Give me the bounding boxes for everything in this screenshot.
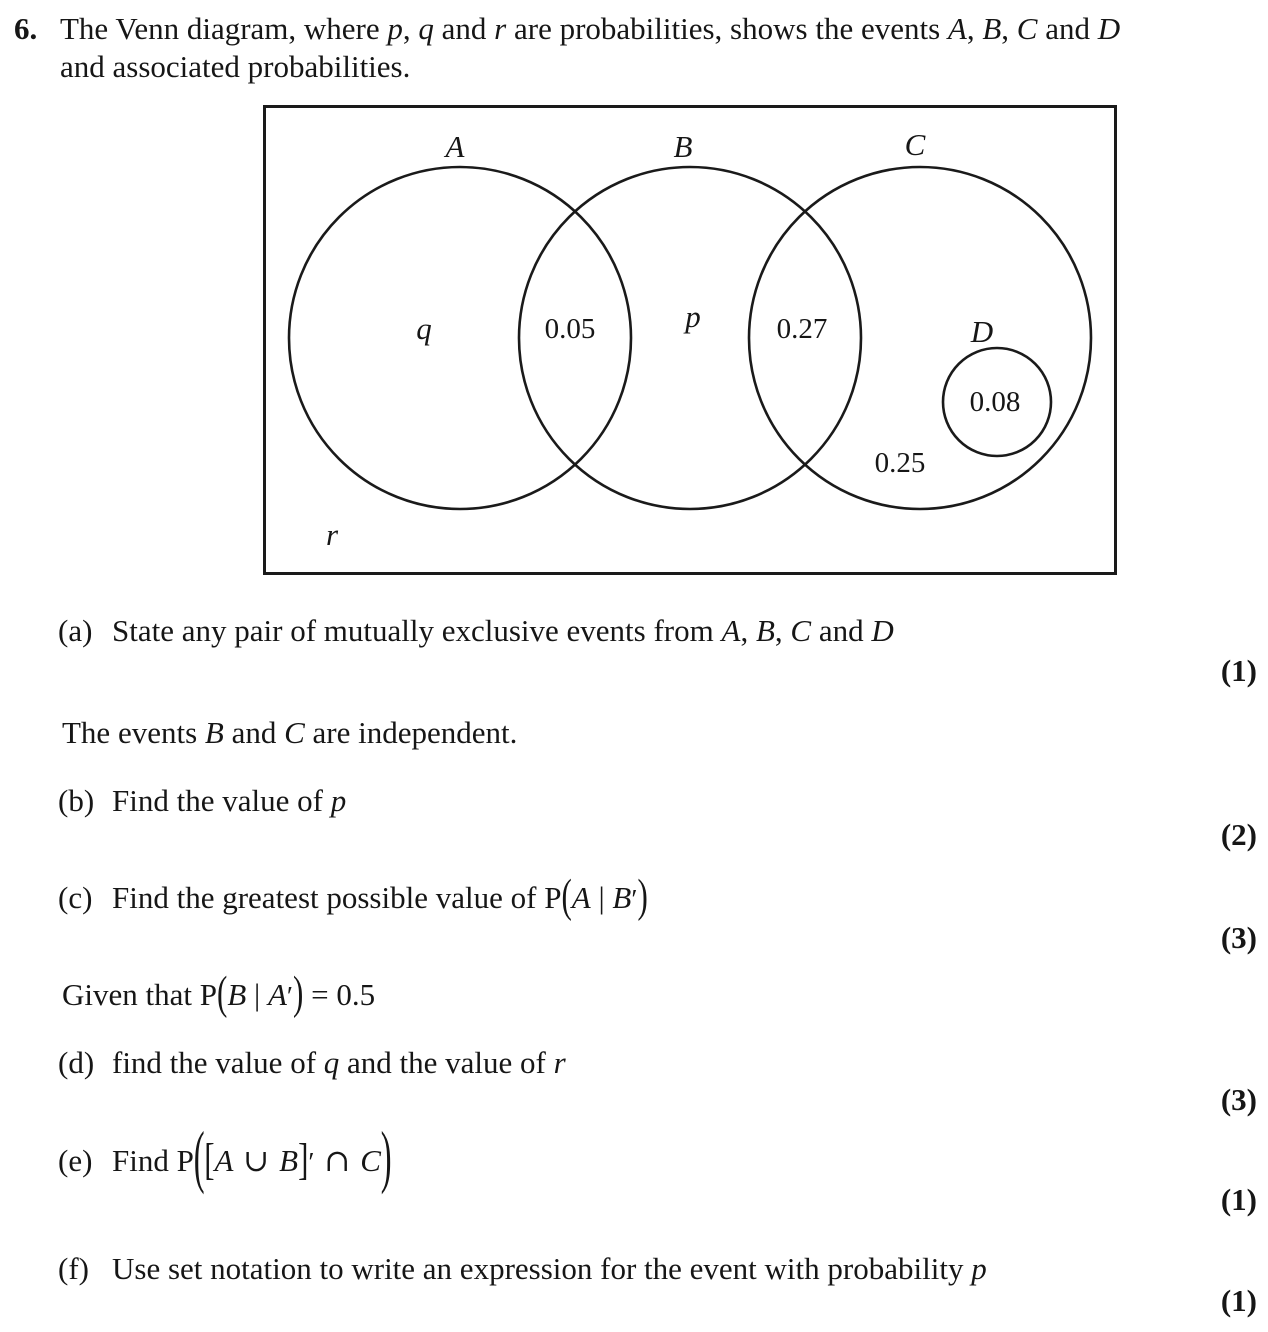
region-c-only: 0.25 (874, 447, 926, 479)
statement-text: and (223, 715, 285, 750)
equals-value: = 0.5 (303, 977, 376, 1012)
probability-symbol: P (199, 977, 217, 1012)
part-a-text: and (811, 613, 872, 648)
part-b (58, 782, 346, 820)
var-r: r (494, 11, 507, 46)
part-d (58, 1044, 566, 1082)
var-q: q (323, 1045, 340, 1080)
var-r: r (553, 1045, 566, 1080)
probability-symbol: P (544, 880, 562, 915)
part-e (58, 1116, 392, 1196)
part-c-label: (c) (58, 880, 93, 915)
open-bracket: [ (204, 1133, 215, 1184)
union-symbol: ∪ (233, 1143, 280, 1179)
event-a: A (571, 880, 591, 915)
event-b: B (755, 613, 775, 648)
label-event-b: B (673, 129, 693, 164)
label-event-d: D (970, 314, 994, 349)
intro-text: and (433, 11, 495, 46)
part-a (58, 612, 894, 650)
var-p: p (387, 11, 403, 46)
event-a: A (947, 11, 967, 46)
question-intro-line1 (60, 10, 1120, 48)
region-d-inside: 0.08 (969, 386, 1021, 418)
var-p: p (330, 783, 347, 818)
part-a-text: , (740, 613, 756, 648)
part-d-text: find the value of (112, 1045, 324, 1080)
region-b-only: p (685, 299, 701, 334)
question-intro (60, 10, 1120, 86)
part-a-text: State any pair of mutually exclusive events from (112, 613, 722, 648)
venn-diagram (263, 105, 1117, 575)
prime-symbol: ′ (308, 1147, 315, 1178)
statement-text: Given that (62, 977, 200, 1012)
event-c: C (1016, 11, 1038, 46)
part-f-label: (f) (58, 1251, 89, 1286)
region-outside: r (325, 517, 339, 552)
open-paren: ( (217, 966, 228, 1019)
intro-text: , (966, 11, 983, 46)
intro-text: The Venn diagram, where (60, 11, 388, 46)
statement-text: are independent. (304, 715, 518, 750)
event-c: C (360, 1143, 381, 1178)
part-b-label: (b) (58, 783, 95, 818)
mark-part-c: (3) (1220, 920, 1257, 955)
mark-part-b: (2) (1220, 817, 1257, 852)
var-q: q (418, 11, 434, 46)
part-a-text: , (774, 613, 791, 648)
statement-independent (62, 714, 517, 752)
event-a: A (267, 977, 287, 1012)
event-b: B (204, 715, 224, 750)
event-b: B (612, 880, 632, 915)
prime-symbol: ′ (631, 884, 638, 915)
intro-text: are probabilities, shows the events (506, 11, 948, 46)
intersection-symbol: ∩ (314, 1143, 361, 1179)
statement-given (62, 966, 376, 1019)
part-e-label: (e) (58, 1143, 93, 1178)
event-b: B (227, 977, 247, 1012)
event-c: C (284, 715, 305, 750)
close-paren: ) (637, 869, 648, 922)
part-a-label: (a) (58, 613, 93, 648)
region-a-and-b: 0.05 (544, 313, 596, 345)
part-c (58, 869, 648, 922)
event-a: A (721, 613, 741, 648)
part-d-label: (d) (58, 1045, 95, 1080)
event-b: B (279, 1143, 299, 1178)
event-d: D (1097, 11, 1121, 46)
probability-symbol: P (176, 1143, 194, 1178)
open-paren-tall: ( (193, 1116, 205, 1196)
event-a: A (214, 1143, 234, 1178)
open-paren: ( (561, 869, 572, 922)
label-event-a: A (445, 129, 465, 164)
event-d: D (871, 613, 894, 648)
question-number: 6. (14, 11, 38, 46)
region-b-and-c: 0.27 (776, 313, 828, 345)
part-d-text: and the value of (339, 1045, 554, 1080)
var-p: p (971, 1251, 987, 1286)
event-b: B (982, 11, 1002, 46)
mark-part-f: (1) (1220, 1283, 1257, 1318)
statement-text: The events (62, 715, 205, 750)
intro-text: and (1037, 11, 1098, 46)
close-paren: ) (293, 966, 304, 1019)
intro-text: , (402, 11, 419, 46)
region-a-only: q (416, 311, 432, 346)
mark-part-a: (1) (1220, 653, 1257, 688)
conditional-bar: | (246, 977, 268, 1012)
conditional-bar: | (590, 880, 613, 915)
label-event-c: C (904, 127, 926, 162)
mark-part-d: (3) (1220, 1082, 1257, 1117)
prime-symbol: ′ (286, 981, 294, 1012)
part-f-text: Use set notation to write an expression for the event with probability (112, 1251, 972, 1286)
close-bracket: ] (298, 1133, 309, 1184)
event-c: C (790, 613, 812, 648)
intro-text: , (1001, 11, 1017, 46)
question-intro-line2: and associated probabilities. (60, 49, 411, 84)
close-paren-tall: ) (380, 1116, 392, 1196)
part-f (58, 1250, 987, 1288)
part-e-text: Find (112, 1143, 177, 1178)
part-c-text: Find the greatest possible value of (112, 880, 545, 915)
part-b-text: Find the value of (112, 783, 331, 818)
mark-part-e: (1) (1220, 1182, 1257, 1217)
